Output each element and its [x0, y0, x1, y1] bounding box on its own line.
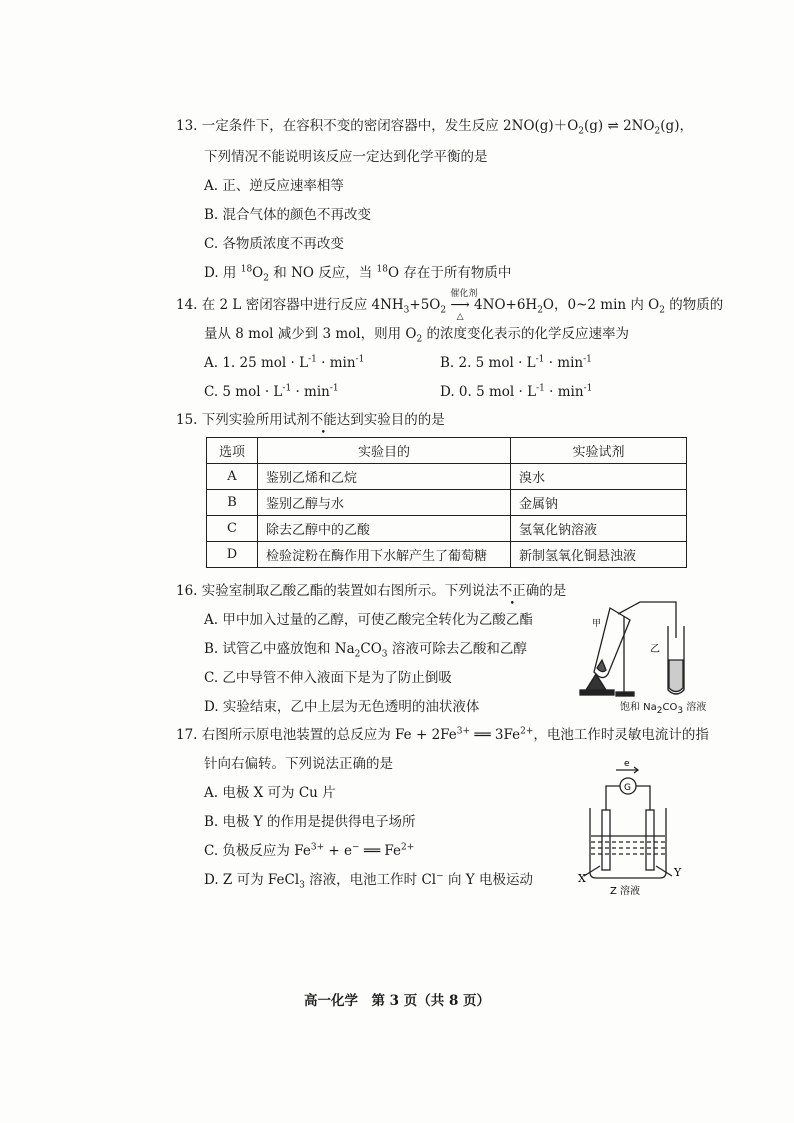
q17-stem: 17. 右图所示原电池装置的总反应为 $Fe + 2Fe^{3+}$ ══ $3Fe^{2+}$，电池工作时灵敏电流计的指 [176, 726, 709, 743]
label-e: e [624, 759, 630, 769]
electrode-x [602, 810, 610, 870]
table-cell: 溴水 [511, 464, 687, 490]
esterification-apparatus-diagram [572, 598, 694, 708]
q13-option-d: D. 用 $^{18}O_2$ 和 NO 反应，当 $^{18}$O 存在于所有物质中 [204, 264, 512, 284]
experiment-table [206, 437, 687, 568]
table-cell: 鉴别乙烯和乙烷 [258, 464, 511, 490]
q16-option-d: D. 实验结束，乙中上层为无色透明的油状液体 [204, 699, 480, 715]
table-header: 实验目的 [258, 438, 511, 464]
q17-stem-line2: 针向右偏转。下列说法正确的是 [204, 756, 393, 772]
table-cell: 检验淀粉在酶作用下水解产生了葡萄糖 [258, 542, 511, 568]
q15-stem: 15. 下列实验所用试剂不能达到实验目的的是 [176, 412, 445, 428]
table-header: 实验试剂 [511, 438, 687, 464]
label-saturated-solution: 饱和 $Na_2CO_3$ 溶液 [620, 702, 707, 716]
table-cell: 金属钠 [511, 490, 687, 516]
label-yi: 乙 [650, 644, 660, 655]
label-x: X [578, 872, 586, 885]
q16-option-b: B. 试管乙中盛放饱和 $Na_2CO_3$ 溶液可除去乙酸和乙醇 [204, 641, 527, 660]
label-jia: 甲 [592, 619, 602, 629]
q16-stem: 16. 实验室制取乙酸乙酯的装置如右图所示。下列说法不正确的是 [176, 583, 567, 599]
q17-option-b: B. 电极 Y 的作用是提供得电子场所 [204, 814, 416, 830]
table-cell: B [207, 490, 258, 516]
table-row [207, 542, 687, 568]
q13-stem-line2: 下列情况不能说明该反应一定达到化学平衡的是 [204, 149, 488, 165]
q14-stem: 14. 在 2 L 密闭容器中进行反应 $4NH_3+5O_2$ 催化剂 ⟶ △ $4NO+6H_2O$，0~2 min 内 $O_2$ 的物质的 [176, 289, 724, 322]
q13-option-a: A. 正、逆反应速率相等 [204, 178, 344, 194]
table-cell: C [207, 516, 258, 542]
label-y: Y [674, 866, 682, 879]
q14-option-b: B. 2. 5 mol · $L^{-1} \cdot \min^{-1}$ [440, 354, 592, 371]
label-g: G [624, 783, 631, 793]
table-row [207, 490, 687, 516]
table-row [207, 516, 687, 542]
alcohol-lamp-icon [586, 674, 606, 690]
table-cell: 氢氧化钠溶液 [511, 516, 687, 542]
table-cell: 新制氢氧化铜悬浊液 [511, 542, 687, 568]
q16-option-c: C. 乙中导管不伸入液面下是为了防止倒吸 [204, 670, 452, 686]
delivery-tube [618, 602, 676, 638]
table-cell: D [207, 542, 258, 568]
q13-stem: 13. 一定条件下，在容积不变的密闭容器中，发生反应 $2NO(g)+O_2(g)$ ⇌ $2NO_2(g)$， [176, 118, 693, 137]
q14-stem-line2: 量从 8 mol 减少到 3 mol，则用 $O_2$ 的浓度变化表示的化学反应速率为 [204, 326, 630, 345]
label-z-solution: Z 溶液 [610, 886, 641, 897]
table-cell: 鉴别乙醇与水 [258, 490, 511, 516]
q14-option-d: D. 0. 5 mol · $L^{-1} \cdot \min^{-1}$ [440, 383, 593, 400]
page-footer: 高一化学 第 3 页（共 8 页） [303, 993, 491, 1009]
q17-option-d: D. Z 可为 FeCl$_3$ 溶液，电池工作时 Cl− 向 Y 电极运动 [204, 871, 533, 891]
q17-option-c: C. 负极反应为 $Fe^{3+} + e^-$ ══ $Fe^{2+}$ [204, 842, 415, 859]
stand-base [616, 692, 634, 696]
q16-option-a: A. 甲中加入过量的乙醇，可使乙酸完全转化为乙酸乙酯 [204, 612, 533, 628]
table-cell: 除去乙醇中的乙酸 [258, 516, 511, 542]
table-header-row [207, 438, 687, 464]
table-row [207, 464, 687, 490]
q17-option-a: A. 电极 X 可为 Cu 片 [204, 785, 336, 801]
q14-option-c: C. 5 mol · $L^{-1} \cdot \min^{-1}$ [204, 383, 339, 400]
electrode-y [646, 810, 654, 870]
catalyst-arrow: 催化剂 ⟶ △ [450, 289, 478, 322]
q13-option-c: C. 各物质浓度不再改变 [204, 236, 344, 252]
q14-option-a: A. 1. 25 mol · $L^{-1} \cdot \min^{-1}$ [204, 354, 365, 371]
q13-option-b: B. 混合气体的颜色不再改变 [204, 207, 372, 223]
table-cell: A [207, 464, 258, 490]
table-header: 选项 [207, 438, 258, 464]
galvanic-cell-diagram [578, 758, 688, 898]
